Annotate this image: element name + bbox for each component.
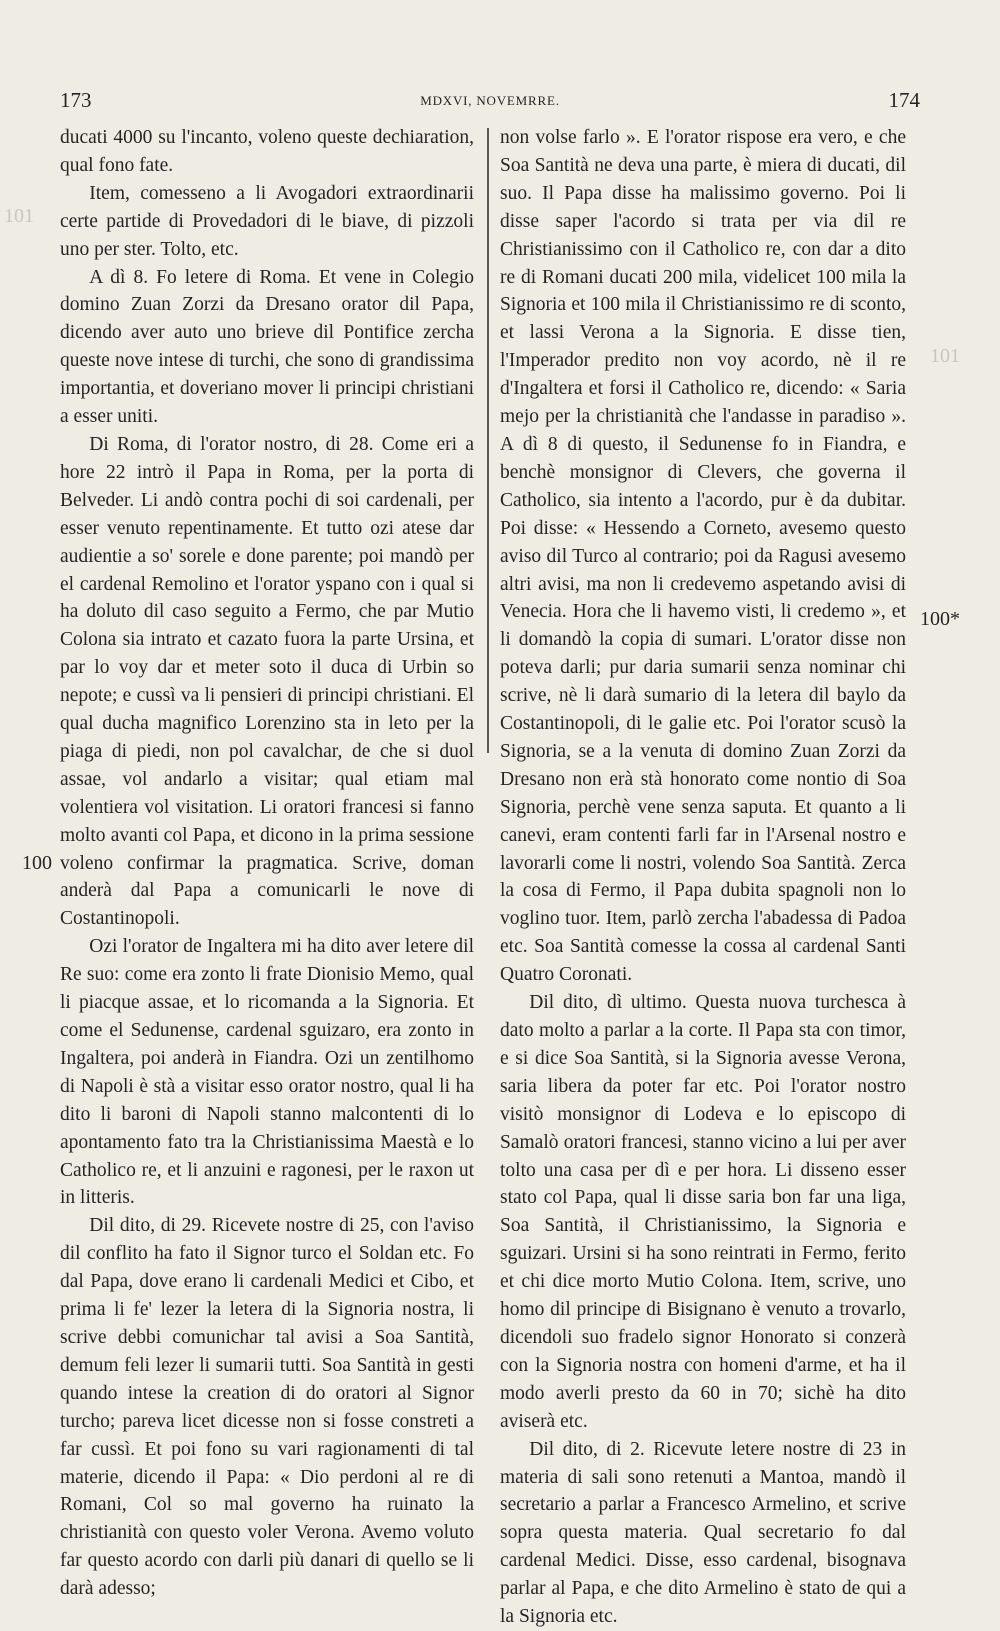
margin-note-left: 100 (22, 852, 52, 874)
paragraph: Di Roma, di l'orator nostro, di 28. Come eri a hore 22 intrò il Papa in Roma, per la porta di Belveder. Li andò contra pochi di soi cardenali, per esser venuto repentinamente. Et tutto ozi atese dar audientie a so' sorele e done parente; poi mandò per el cardenal Remolino et l'orator yspano con i qual si ha doluto dil caso seguito a Fermo, che par Mutio Colona sia intrato et cazato fuora la parte Ursina, et par lo voy dar et meter soto il duca di Urbin so nepote; e cussì va li pensieri di principi christiani. El qual ducha magnifico Lorenzino sta in leto per la piaga di piedi, non pol cavalchar, de che si duol assae, vol andarlo a visitar; qual etiam mal volentiera vol visitation. Li oratori francesi si fanno molto avanti col Papa, et dicono in la prima sessione voleno confirmar la pragmatica. Scrive, doman anderà dal Papa a comunicarli le nove di Costantinopoli. (60, 433, 474, 930)
margin-note-right: 100* (920, 608, 960, 630)
page-number-right: 174 (888, 88, 920, 112)
running-title: MDXVI, NOVEMRRE. (420, 93, 560, 108)
running-header (60, 88, 920, 116)
paragraph: Dil dito, di 29. Ricevete nostre di 25, con l'aviso dil conflito ha fato il Signor turco el Soldan etc. Fo dal Papa, dove erano li cardenali Medici et Cibo, et prima li fe' lezer la letera di la Signoria nostra, li scrive debbi comunichar tal avisi a Soa Santità, demum feli lezer li sumarii tutti. Soa Santità in gesti quando intese la creation di do oratori al Signor turcho; pareva licet dicesse non si fosse constreti a far cussì. Et poi fono su vari ragionamenti di tal materie, dicendo il Papa: « Dio perdoni al re di Romani, Col so mal governo ha ruinato la christianità con questo voler Verona. Avemo voluto far questo acordo con darli più danari di quello se li darà adesso; (60, 1215, 474, 1600)
paragraph: Item, comesseno a li Avogadori extraordinarii certe partide di Provedadori di le biave, di pizzoli uno per ster. Tolto, etc. (60, 182, 474, 260)
right-text-column (500, 124, 906, 1631)
paragraph: Ozi l'orator de Ingaltera mi ha dito aver letere dil Re suo: come era zonto li frate Dionisio Memo, qual li piacque assae, et lo ricomanda a la Signoria. Et come el Sedunense, cardenal sguizaro, era zonto in Ingaltera, poi anderà in Fiandra. Ozi un zentilhomo di Napoli è stà a visitar esso orator nostro, qual li ha dito li baroni di Napoli stanno malcontenti di lo apontamento fato tra la Christianissima Maestà e lo Catholico re, et li anzuini e ragonesi, per le raxon ut in litteris. (60, 936, 474, 1209)
paragraph: Dil dito, di 2. Ricevute letere nostre di 23 in materia di sali sono retenuti a Mantoa, mandò il secretario a parlar a Francesco Armelino, et scrive sopra questa materia. Qual secretario fo dal cardenal Medici. Disse, esso cardenal, bisognava parlar al Papa, e che dito Armelino è stato de qui a la Signoria etc. (500, 1438, 906, 1628)
page-number-left: 173 (60, 88, 92, 112)
bleed-through-number-left: 101 (4, 205, 34, 227)
paragraph: ducati 4000 su l'incanto, voleno queste dechiaration, qual fono fate. (60, 127, 474, 176)
paragraph: non volse farlo ». E l'orator rispose era vero, e che Soa Santità ne deva una parte, è miera di ducati, dil suo. Il Papa disse ha malissimo governo. Poi li disse saper l'acordo si trata per via dil re Christianissimo con il Catholico re, con dar a dito re di Romani ducati 200 mila, videlicet 100 mila la Signoria et 100 mila il Christianissimo re di sconto, et lassi Verona a la Signoria. E disse tien, l'Imperador predito non voy acordo, nè il re d'Ingaltera et forsi il Catholico re, dicendo: « Saria mejo per la christianità che l'andasse in paradiso ». A dì 8 di questo, il Sedunense fo in Fiandra, e benchè monsignor di Clevers, che governa il Catholico, sia intento a l'acordo, pur è da dubitar. Poi disse: « Hessendo a Corneto, avesemo questo aviso dil Turco al contrario; poi da Ragusi avesemo altri avisi, ma non li credevemo aspetando avisi di Venecia. Hora che li havemo visti, li credemo », et li domandò la copia di sumari. L'orator disse non poteva darli; pur daria sumarii senza nominar chi scrive, nè li darà sumario di la letera dil baylo da Costantinopoli, di le galie etc. Poi l'orator scusò la Signoria, se a la venuta di domino Zuan Zorzi da Dresano non erà stà honorato come nontio di Soa Signoria, perchè vene senza saputa. Et quanto a li canevi, eram contenti farli far in l'Arsenal nostro e lavorarli come li nostri, volendo Soa Santità. Zerca la cosa di Fermo, il Papa dubita spagnoli non lo voglino tuor. Item, parlò zercha l'abadessa di Padoa etc. Soa Santità comesse la cossa al cardenal Santi Quatro Coronati. (500, 127, 906, 986)
column-divider (487, 128, 489, 753)
paragraph: A dì 8. Fo letere di Roma. Et vene in Colegio domino Zuan Zorzi da Dresano orator dil Papa, dicendo aver auto uno brieve dil Pontifice zercha queste nove intese di turchi, che sono di grandissima importantia, et doveriano mover li principi christiani a esser uniti. (60, 266, 474, 428)
bleed-through-number-right: 101 (930, 345, 960, 367)
left-text-column (60, 124, 474, 1603)
paragraph: Dil dito, dì ultimo. Questa nuova turchesca à dato molto a parlar a la corte. Il Papa sta con timor, e si dice Soa Santità, si la Signoria avesse Verona, saria libera da poter far etc. Poi l'orator nostro visitò monsignor di Lodeva e lo episcopo di Samalò oratori francesi, stanno vicino a lui per aver tolto una casa per dì e per hora. Li disseno esser stato col Papa, qual li disse saria bon far una liga, Soa Santità, il Christianissimo, la Signoria e sguizari. Ursini si ha sono reintrati in Fermo, ferito et chi dice morto Mutio Colona. Item, scrive, uno homo dil principe di Bisignano è venuto a trovarlo, dicendoli suo fradelo signor Honorato si conzerà con la Signoria nostra con homeni d'arme, et ha il modo averli presto da 60 in 70; sichè ha dito aviserà etc. (500, 992, 906, 1432)
